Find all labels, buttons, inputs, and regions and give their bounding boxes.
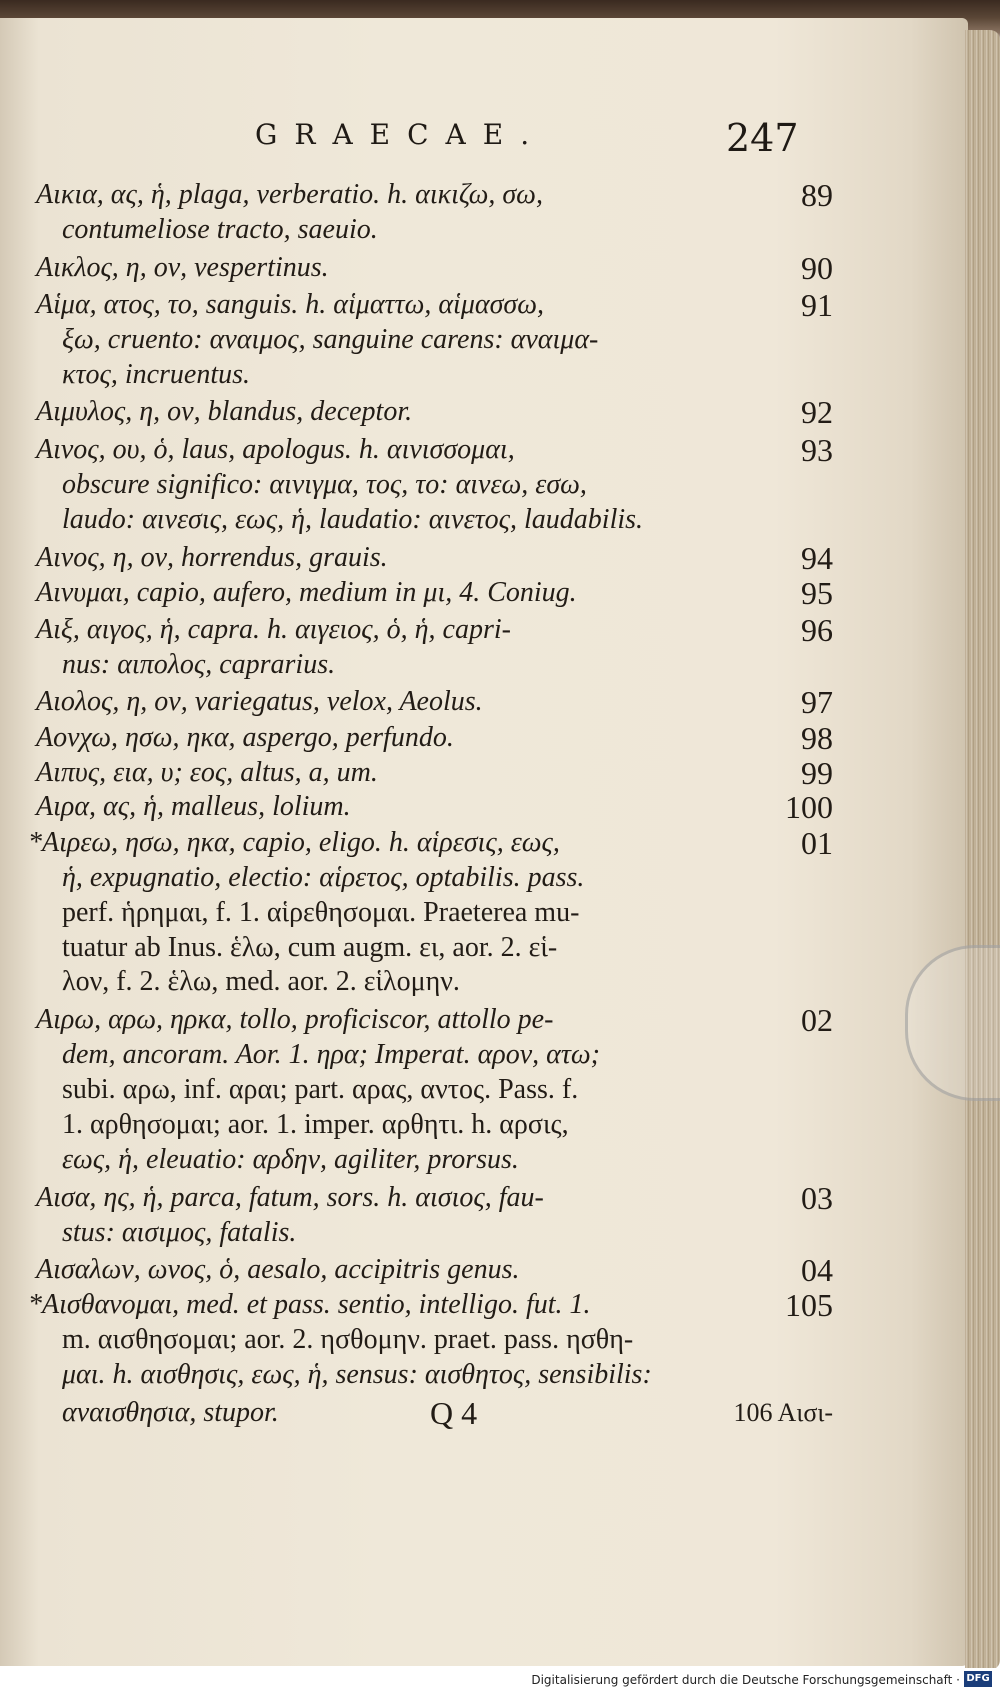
entry-line bbox=[0, 538, 968, 578]
entry-text: μαι. h. αισθησις, εως, ἡ, sensus: αισθητος, sensibilis: bbox=[62, 1359, 652, 1390]
entry-text: Αιρα, ας, ἡ, malleus, lolium. bbox=[36, 791, 351, 822]
entry-line bbox=[0, 500, 968, 540]
entry-line bbox=[0, 645, 968, 685]
entry-number: 91 bbox=[801, 287, 833, 323]
entry-text: Αινυμαι, capio, aufero, medium in μι, 4. Coniug. bbox=[36, 577, 577, 608]
entry-text: λον, f. 2. ἑλω, med. aor. 2. εἱλομην. bbox=[62, 966, 460, 997]
entry-line bbox=[0, 430, 968, 470]
entry-line bbox=[0, 285, 968, 325]
entry-line bbox=[0, 573, 968, 613]
entry-line bbox=[0, 1140, 968, 1180]
entry-text: Αἱμα, ατος, το, sanguis. h. αἱματτω, αἱμασσω, bbox=[36, 289, 544, 320]
entry-number: 100 bbox=[785, 789, 833, 825]
entry-text: Αιρω, αρω, ηρκα, tollo, proficiscor, attollo pe- bbox=[36, 1004, 554, 1035]
entry-text: Αικια, ας, ἡ, plaga, verberatio. h. αικιζω, σω, bbox=[36, 179, 543, 210]
page-number: 247 bbox=[726, 116, 799, 160]
entry-line bbox=[0, 787, 968, 827]
entry-number: 93 bbox=[801, 432, 833, 468]
entry-text: contumeliose tracto, saeuio. bbox=[62, 214, 378, 245]
entry-text: Αιμυλος, η, ον, blandus, deceptor. bbox=[36, 396, 413, 427]
entry-text: 1. αρθησομαι; aor. 1. imper. αρθητι. h. αρσις, bbox=[62, 1109, 569, 1140]
entry-line bbox=[0, 175, 968, 215]
entry-text: Αικλος, η, ον, vespertinus. bbox=[36, 252, 329, 283]
entry-number: 94 bbox=[801, 540, 833, 576]
entry-number: 03 bbox=[801, 1180, 833, 1216]
entry-text: Αιπυς, εια, υ; εος, altus, a, um. bbox=[36, 757, 378, 788]
entry-number: 02 bbox=[801, 1002, 833, 1038]
entry-number: 99 bbox=[801, 755, 833, 791]
entry-text: dem, ancoram. Aor. 1. ηρα; Imperat. αρον, ατω; bbox=[62, 1039, 600, 1070]
entry-number: 04 bbox=[801, 1252, 833, 1288]
entry-number: 90 bbox=[801, 250, 833, 286]
entry-text: m. αισθησομαι; aor. 2. ησθομην. praet. pass. ησθη- bbox=[62, 1324, 634, 1355]
entry-line bbox=[0, 823, 968, 863]
entry-text: tuatur ab Inus. ἑλω, cum augm. ει, aor. 2. εἱ- bbox=[62, 932, 558, 963]
entry-number: 96 bbox=[801, 612, 833, 648]
entry-line bbox=[0, 610, 968, 650]
entry-line bbox=[0, 1320, 968, 1360]
entry-line bbox=[0, 1105, 968, 1145]
entry-line bbox=[0, 1178, 968, 1218]
entry-text: ἡ, expugnatio, electio: αἱρετος, optabilis. pass. bbox=[62, 862, 585, 893]
entry-text: laudo: αινεσις, εως, ἡ, laudatio: αινετος, laudabilis. bbox=[62, 504, 644, 535]
entry-text: *Αισθανομαι, med. et pass. sentio, intelligo. fut. 1. bbox=[28, 1289, 591, 1320]
entry-number: 01 bbox=[801, 825, 833, 861]
entry-text: Αισαλων, ωνος, ὁ, aesalo, accipitris genus. bbox=[36, 1254, 520, 1285]
entry-line bbox=[0, 465, 968, 505]
entry-line bbox=[0, 962, 968, 1002]
entry-line bbox=[0, 1000, 968, 1040]
entry-line bbox=[0, 1393, 968, 1433]
entry-line bbox=[0, 248, 968, 288]
entry-text: Αινος, η, ον, horrendus, grauis. bbox=[36, 542, 388, 573]
running-head: GRAECAE. bbox=[255, 118, 547, 151]
entry-line bbox=[0, 320, 968, 360]
entry-line bbox=[0, 355, 968, 395]
entry-number: 98 bbox=[801, 720, 833, 756]
entry-text: Αιολος, η, ον, variegatus, velox, Aeolus. bbox=[36, 686, 483, 717]
entry-line bbox=[0, 392, 968, 432]
entry-text: Αιξ, αιγος, ἡ, capra. h. αιγειος, ὁ, ἡ, capri- bbox=[36, 614, 511, 645]
entry-number: 95 bbox=[801, 575, 833, 611]
entry-text: subi. αρω, inf. αραι; part. αρας, αντος. Pass. f. bbox=[62, 1074, 579, 1105]
entry-text: εως, ἡ, eleuatio: αρδην, agiliter, prorsus. bbox=[62, 1144, 519, 1175]
entry-line bbox=[0, 1213, 968, 1253]
catchword: 106 Αισι- bbox=[733, 1398, 833, 1427]
page-edges bbox=[965, 30, 1000, 1670]
entry-text: nus: αιπολος, caprarius. bbox=[62, 649, 336, 680]
entry-line bbox=[0, 1070, 968, 1110]
dfg-logo: DFG bbox=[964, 1671, 992, 1687]
entry-text: αναισθησια, stupor. bbox=[62, 1397, 279, 1428]
entry-number: 89 bbox=[801, 177, 833, 213]
entry-line bbox=[0, 1035, 968, 1075]
entry-text: Αονχω, ησω, ηκα, aspergo, perfundo. bbox=[36, 722, 454, 753]
entry-number: 92 bbox=[801, 394, 833, 430]
signature-mark: Q 4 bbox=[430, 1395, 478, 1431]
entry-number: 105 bbox=[785, 1287, 833, 1323]
digitization-credit: Digitalisierung gefördert durch die Deutsche Forschungsgemeinschaft · bbox=[531, 1673, 960, 1687]
entry-text: perf. ἡρημαι, f. 1. αἱρεθησομαι. Praeterea mu- bbox=[62, 897, 580, 928]
entry-line bbox=[0, 718, 968, 758]
entry-line bbox=[0, 1250, 968, 1290]
entry-line bbox=[0, 210, 968, 250]
entry-line bbox=[0, 1285, 968, 1325]
entry-text: stus: αισιμος, fatalis. bbox=[62, 1217, 297, 1248]
entry-text: *Αιρεω, ησω, ηκα, capio, eligo. h. αἱρεσις, εως, bbox=[28, 827, 560, 858]
entry-text: Αισα, ης, ἡ, parca, fatum, sors. h. αισιος, fau- bbox=[36, 1182, 544, 1213]
entry-line bbox=[0, 858, 968, 898]
entry-line bbox=[0, 1355, 968, 1395]
entry-line bbox=[0, 682, 968, 722]
entry-text: κτος, incruentus. bbox=[62, 359, 251, 390]
entry-text: Αινος, ου, ὁ, laus, apologus. h. αινισσομαι, bbox=[36, 434, 515, 465]
entry-text: obscure significo: αινιγμα, τος, το: αινεω, εσω, bbox=[62, 469, 587, 500]
entry-text: ξω, cruento: αναιμος, sanguine carens: αναιμα- bbox=[62, 324, 599, 355]
entry-number: 97 bbox=[801, 684, 833, 720]
entry-line bbox=[0, 893, 968, 933]
